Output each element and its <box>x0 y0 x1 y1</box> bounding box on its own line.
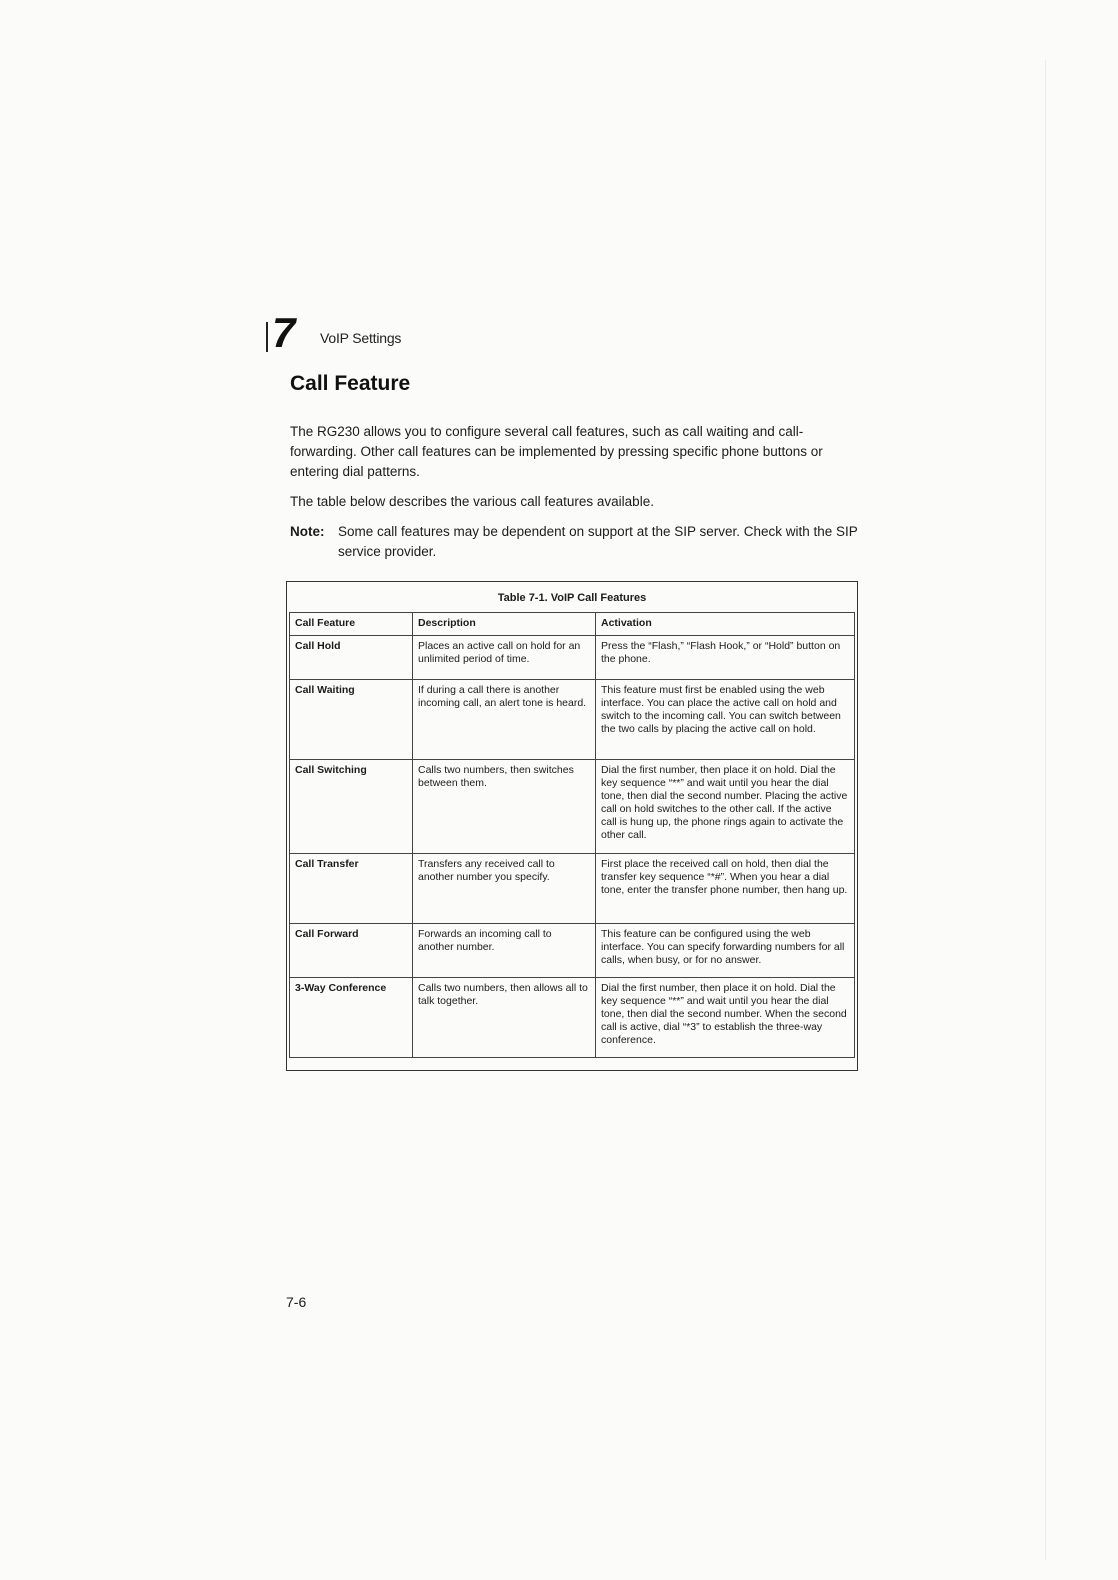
call-features-table-frame <box>286 581 858 1071</box>
table-row <box>290 680 855 760</box>
chapter-marker <box>266 309 302 356</box>
page-number: 7-6 <box>286 1294 307 1310</box>
description-cell: Transfers any received call to another number you specify. <box>413 854 596 924</box>
scan-edge-line <box>1045 60 1046 1560</box>
table-caption: Table 7-1. VoIP Call Features <box>497 592 647 604</box>
note-text: Some call features may be dependent on support at the SIP server. Check with the SIP service provider. <box>338 524 858 559</box>
activation-cell: First place the received call on hold, then dial the transfer key sequence “*#”. When you hear a dial tone, enter the transfer phone number, then hang up. <box>596 854 855 924</box>
feature-cell: Call Forward <box>290 924 413 978</box>
column-header-activation: Activation <box>596 613 855 636</box>
description-cell: Forwards an incoming call to another number. <box>413 924 596 978</box>
chapter-header <box>266 309 566 358</box>
table-row <box>290 854 855 924</box>
description-cell: If during a call there is another incoming call, an alert tone is heard. <box>413 680 596 760</box>
table-intro-paragraph: The table below describes the various call features available. <box>290 494 654 509</box>
feature-cell: Call Transfer <box>290 854 413 924</box>
table-header-row <box>290 613 855 636</box>
activation-cell: Dial the first number, then place it on hold. Dial the key sequence “**” and wait until you hear the dial tone, then dial the second number. Placing the active call on hold switches to the other call. If the active call is hung up, the phone rings again to activate the other call. <box>596 760 855 854</box>
table-row <box>290 636 855 680</box>
table-row <box>290 760 855 854</box>
chapter-number: 7 <box>272 309 296 356</box>
chapter-title: VoIP Settings <box>320 330 402 346</box>
feature-cell: 3-Way Conference <box>290 978 413 1058</box>
feature-cell: Call Waiting <box>290 680 413 760</box>
activation-cell: This feature must first be enabled using the web interface. You can place the active call on hold and switch to the incoming call. You can switch between the two calls by placing the active call on hold. <box>596 680 855 760</box>
activation-cell: Press the “Flash,” “Flash Hook,” or “Hold” button on the phone. <box>596 636 855 680</box>
description-cell: Calls two numbers, then allows all to talk together. <box>413 978 596 1058</box>
description-cell: Places an active call on hold for an unlimited period of time. <box>413 636 596 680</box>
activation-cell: This feature can be configured using the web interface. You can specify forwarding numbers for all calls, when busy, or for no answer. <box>596 924 855 978</box>
note-label: Note: <box>290 524 325 539</box>
table-row <box>290 924 855 978</box>
page-title: Call Feature <box>290 372 411 395</box>
feature-cell: Call Switching <box>290 760 413 854</box>
call-features-table <box>289 612 855 1058</box>
table-row <box>290 978 855 1058</box>
column-header-feature: Call Feature <box>290 613 413 636</box>
activation-cell: Dial the first number, then place it on hold. Dial the key sequence “**” and wait until you hear the dial tone, then dial the second number. When the second call is active, dial “*3” to establish the three-way conference. <box>596 978 855 1058</box>
description-cell: Calls two numbers, then switches between them. <box>413 760 596 854</box>
column-header-description: Description <box>413 613 596 636</box>
intro-paragraph: The RG230 allows you to configure several call features, such as call waiting and call-forwarding. Other call features can be implemented by pressing specific phone buttons or entering dial patterns. <box>290 424 823 479</box>
chapter-marker-bar <box>266 322 268 352</box>
feature-cell: Call Hold <box>290 636 413 680</box>
